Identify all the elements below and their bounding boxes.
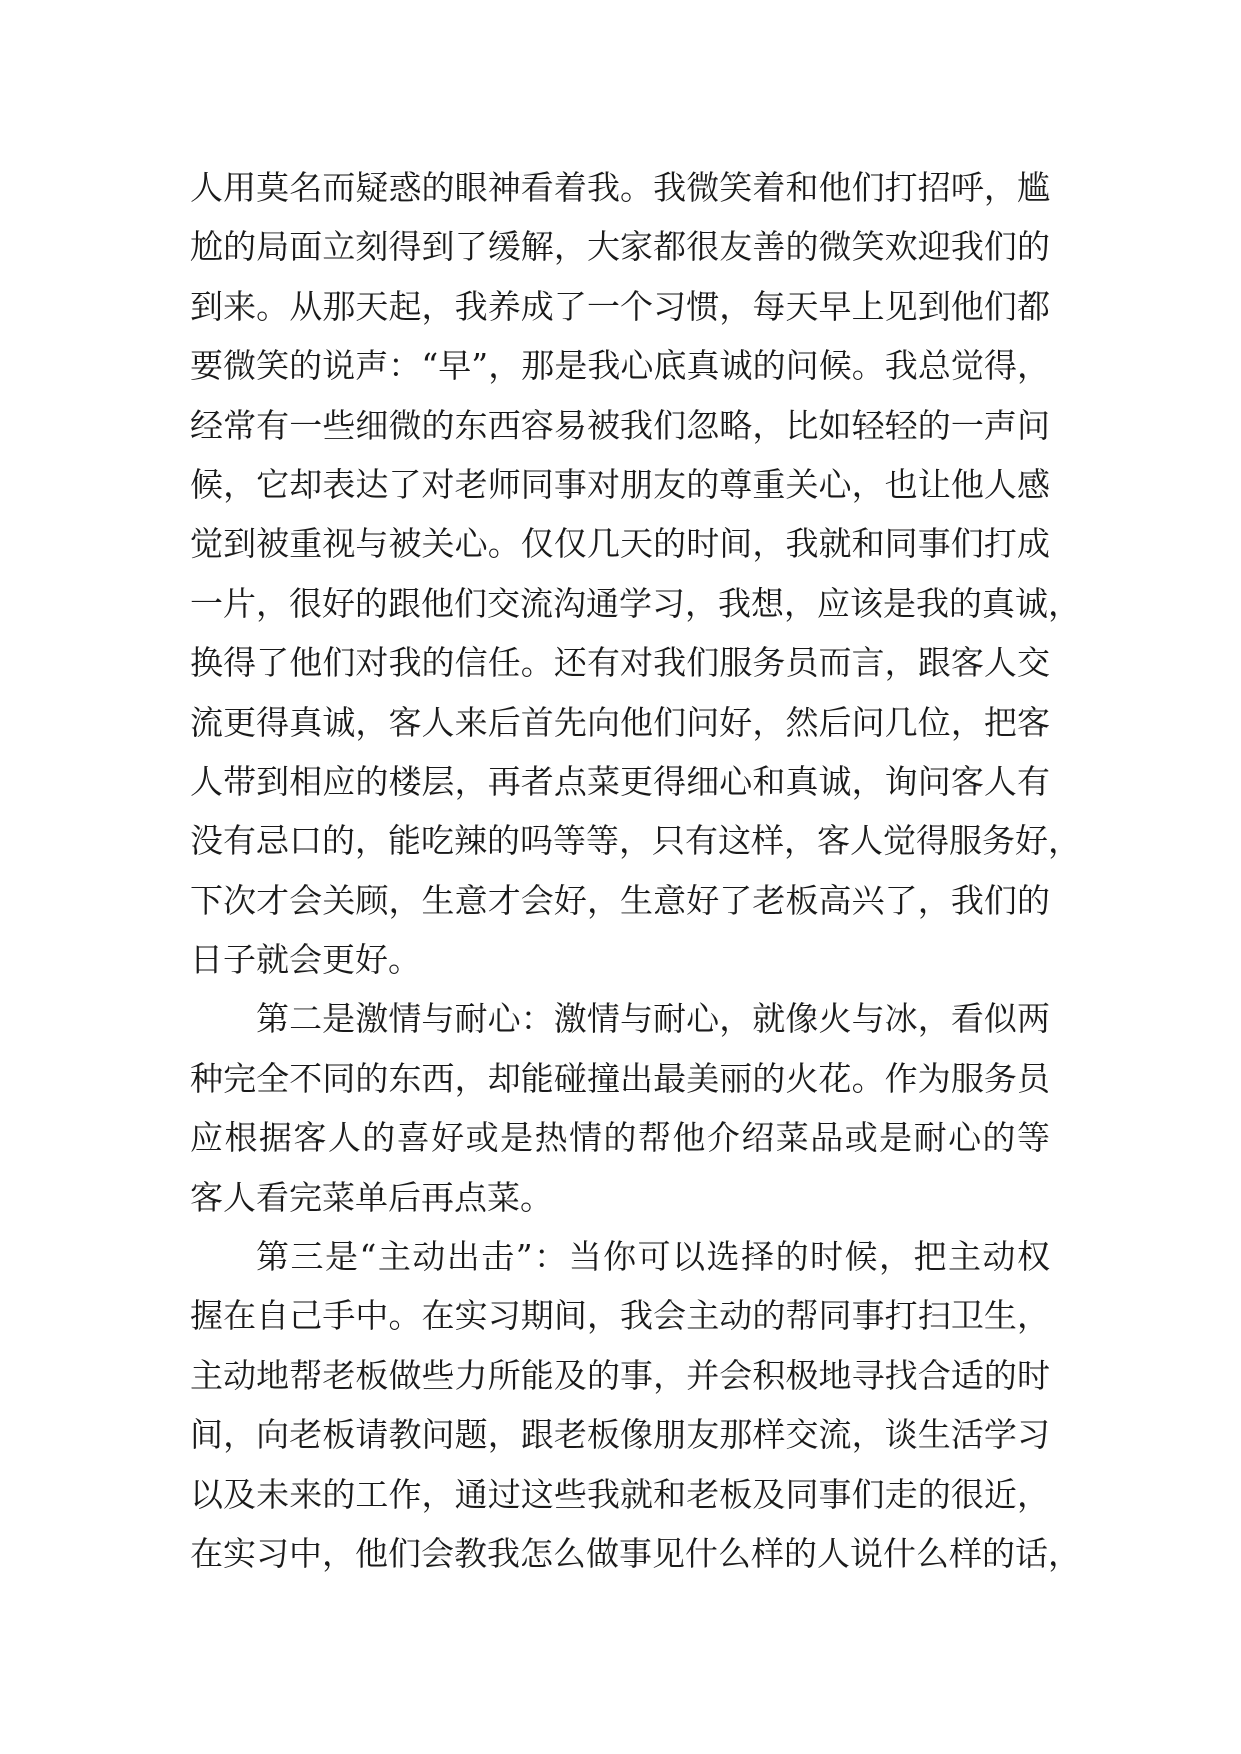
text-line: 第三是“主动出击”：当你可以选择的时候，把主动权	[256, 1237, 1050, 1277]
text-line: 经常有一些细微的东西容易被我们忽略，比如轻轻的一声问	[190, 405, 1050, 445]
text-line: 觉到被重视与被关心。仅仅几天的时间，我就和同事们打成	[190, 524, 1050, 564]
text-line: 主动地帮老板做些力所能及的事，并会积极地寻找合适的时	[190, 1355, 1050, 1395]
paragraph-3	[190, 1227, 1081, 1583]
text-line: 握在自己手中。在实习期间，我会主动的帮同事打扫卫生，	[190, 1296, 1050, 1336]
text-line: 换得了他们对我的信任。还有对我们服务员而言，跟客人交	[190, 643, 1050, 683]
text-line: 下次才会关顾，生意才会好，生意好了老板高兴了，我们的	[190, 880, 1050, 920]
text-line: 人带到相应的楼层，再者点菜更得细心和真诚，询问客人有	[190, 761, 1050, 801]
text-line: 候，它却表达了对老师同事对朋友的尊重关心，也让他人感	[190, 464, 1050, 504]
text-line: 人用莫名而疑惑的眼神看着我。我微笑着和他们打招呼，尴	[190, 168, 1050, 207]
text-line: 应根据客人的喜好或是热情的帮他介绍菜品或是耐心的等	[190, 1118, 1050, 1158]
text-line: 客人看完菜单后再点菜。	[190, 1177, 553, 1217]
text-line: 流更得真诚，客人来后首先向他们问好，然后问几位，把客	[190, 702, 1050, 742]
text-line: 尬的局面立刻得到了缓解，大家都很友善的微笑欢迎我们的	[190, 227, 1050, 267]
text-line: 没有忌口的，能吃辣的吗等等，只有这样，客人觉得服务好，	[190, 821, 1081, 861]
text-line: 一片，很好的跟他们交流沟通学习，我想，应该是我的真诚，	[190, 583, 1081, 623]
paragraph-2	[190, 989, 1050, 1227]
text-line: 间，向老板请教问题，跟老板像朋友那样交流，谈生活学习	[190, 1415, 1050, 1455]
text-line: 种完全不同的东西，却能碰撞出最美丽的火花。作为服务员	[190, 1058, 1050, 1098]
text-line: 要微笑的说声：“早”，那是我心底真诚的问候。我总觉得，	[190, 346, 1050, 386]
paragraph-1	[190, 158, 1081, 989]
text-line: 在实习中，他们会教我怎么做事见什么样的人说什么样的话，	[190, 1533, 1081, 1573]
text-line: 第二是激情与耐心：激情与耐心，就像火与冰，看似两	[256, 999, 1050, 1039]
text-line: 日子就会更好。	[190, 940, 421, 980]
text-line: 以及未来的工作，通过这些我就和老板及同事们走的很近，	[190, 1474, 1050, 1514]
text-line: 到来。从那天起，我养成了一个习惯，每天早上见到他们都	[190, 286, 1050, 326]
body-text	[190, 158, 1081, 1583]
